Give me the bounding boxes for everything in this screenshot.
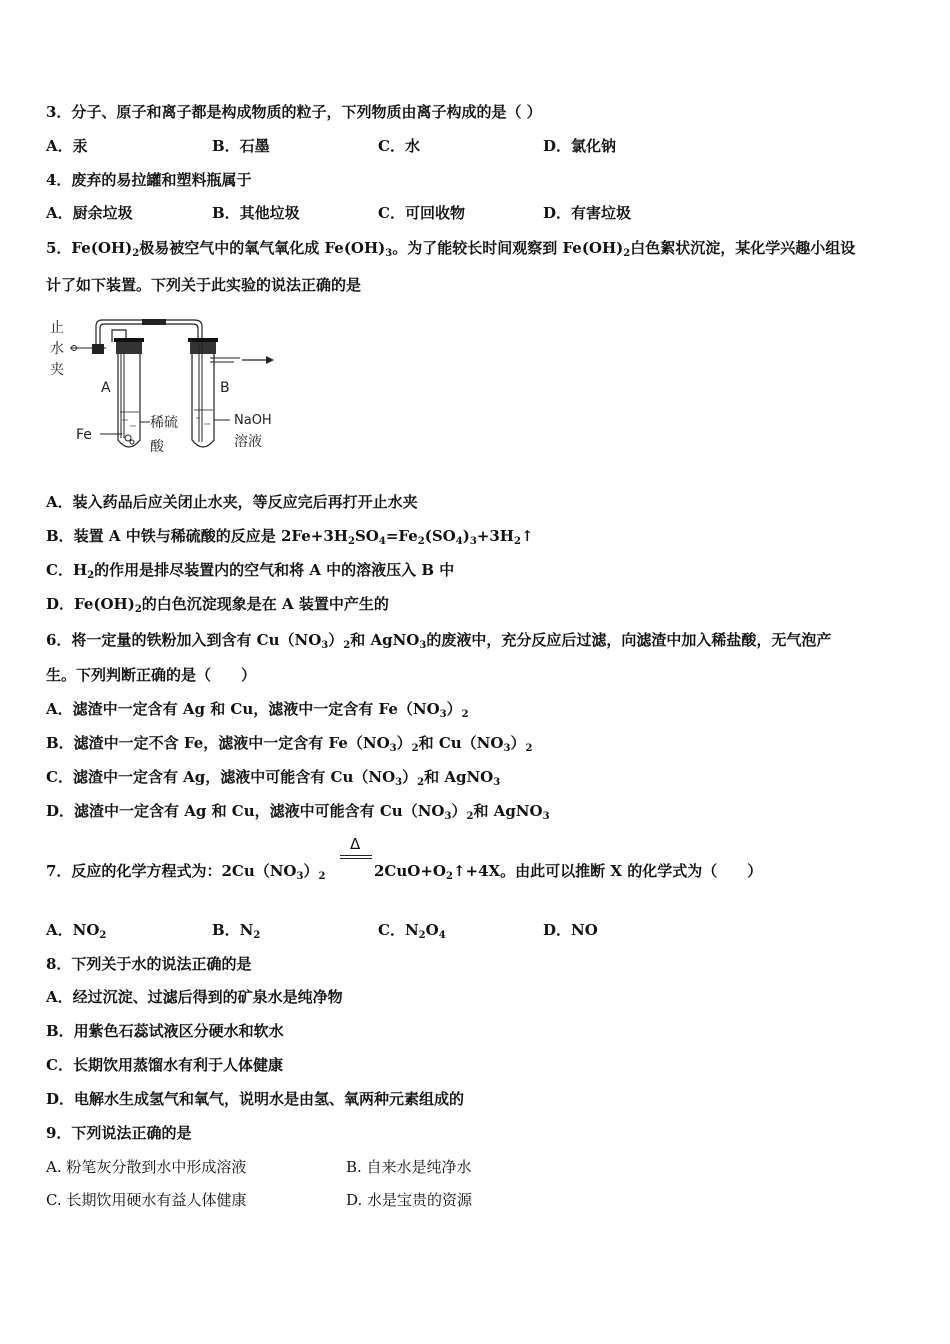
stop-clamp xyxy=(70,344,106,354)
outlet-arrow-icon xyxy=(242,356,274,364)
tube-b xyxy=(188,338,240,447)
clamp-label-3: 夹 xyxy=(50,362,64,378)
q9-option-a[interactable]: A. 粉笔灰分散到水中形成溶液 xyxy=(46,1158,247,1176)
q4-option-d[interactable]: D．有害垃圾 xyxy=(543,204,632,222)
q6-option-d[interactable]: D．滤渣中一定含有 Ag 和 Cu，滤液中可能含有 $Cu(NO_3)_2$和 AgNO$_3$ xyxy=(46,802,550,822)
q7-option-a[interactable]: A．$NO_2$ xyxy=(46,921,107,941)
acid-label-1: 稀硫 xyxy=(150,415,178,431)
q5-stem-line2: 计了如下装置。下列关于此实验的说法正确的是 xyxy=(46,276,362,294)
q5-option-b[interactable]: B．装置 A 中铁与稀硫酸的反应是 $2Fe+3H_2SO_4=Fe_2(SO_4)_3+3H_2↑$ xyxy=(46,527,534,547)
q6-option-c[interactable]: C．滤渣中一定含有 Ag，滤液中可能含有 $Cu(NO_3)_2$和 AgNO$_3$ xyxy=(46,768,501,788)
heat-delta-symbol: Δ xyxy=(350,835,361,853)
q9-option-d[interactable]: D. 水是宝贵的资源 xyxy=(346,1191,473,1209)
q5-option-c[interactable]: C．$H_2$的作用是排尽装置内的空气和将 A 中的溶液压入 B 中 xyxy=(46,561,455,581)
q9-option-c[interactable]: C. 长期饮用硬水有益人体健康 xyxy=(46,1191,247,1209)
q6-stem-line1: 6．将一定量的铁粉加入到含有 $Cu(NO_3)_2$和 AgNO$_3$的废液中，充分反应后过滤，向滤渣中加入稀盐酸，无气泡产 xyxy=(46,631,832,651)
q9-stem: 9．下列说法正确的是 xyxy=(46,1124,192,1142)
q5-option-a[interactable]: A．装入药品后应关闭止水夹，等反应完后再打开止水夹 xyxy=(46,493,418,511)
tube-a-label: A xyxy=(101,380,111,396)
q3-option-d[interactable]: D．氯化钠 xyxy=(543,137,617,155)
solution-label: 溶液 xyxy=(234,434,262,450)
q4-option-a[interactable]: A．厨余垃圾 xyxy=(46,204,133,222)
q3-option-a[interactable]: A．汞 xyxy=(46,137,88,155)
q5-stem-line1: 5．$Fe(OH)_2$极易被空气中的氧气氧化成 $Fe(OH)_3$。为了能较长时间观察到 $Fe(OH)_2$白色絮状沉淀，某化学兴趣小组设 xyxy=(46,239,856,259)
fe-label: Fe xyxy=(76,427,92,443)
q8-stem: 8．下列关于水的说法正确的是 xyxy=(46,955,252,973)
clamp-label-2: 水 xyxy=(50,341,64,357)
tube-b-label: B xyxy=(220,380,230,396)
q8-option-c[interactable]: C．长期饮用蒸馏水有利于人体健康 xyxy=(46,1056,283,1074)
q7-stem-right: $2CuO+O_2↑+4X$。由此可以推断 X 的化学式为（ ） xyxy=(374,862,763,882)
q5-option-d[interactable]: D．$Fe(OH)_2$的白色沉淀现象是在 A 装置中产生的 xyxy=(46,595,389,615)
q6-stem-line2: 生。下列判断正确的是（ ） xyxy=(46,666,257,684)
clamp-label-1: 止 xyxy=(50,320,64,336)
acid-label-2: 酸 xyxy=(150,439,164,455)
equals-bar-top xyxy=(340,855,372,856)
q8-option-d[interactable]: D．电解水生成氢气和氧气，说明水是由氢、氧两种元素组成的 xyxy=(46,1090,465,1108)
q3-stem: 3．分子、原子和离子都是构成物质的粒子，下列物质由离子构成的是（ ） xyxy=(46,103,542,121)
q8-option-b[interactable]: B．用紫色石蕊试液区分硬水和软水 xyxy=(46,1022,284,1040)
q6-option-a[interactable]: A．滤渣中一定含有 Ag 和 Cu，滤液中一定含有 $Fe(NO_3)_2$ xyxy=(46,700,469,720)
tube-connector xyxy=(142,319,166,325)
q4-stem: 4．废弃的易拉罐和塑料瓶属于 xyxy=(46,171,252,189)
naoh-label: NaOH xyxy=(234,413,272,428)
q6-option-b[interactable]: B．滤渣中一定不含 Fe，滤液中一定含有 $Fe(NO_3)_2$和 $Cu(NO_3)_2$ xyxy=(46,734,533,754)
q3-option-b[interactable]: B．石墨 xyxy=(212,137,270,155)
q4-option-b[interactable]: B．其他垃圾 xyxy=(212,204,300,222)
equals-bar-bottom xyxy=(340,858,372,859)
q4-option-c[interactable]: C．可回收物 xyxy=(378,204,465,222)
tube-a xyxy=(114,338,144,447)
apparatus-figure xyxy=(44,312,284,460)
q7-option-b[interactable]: B．$N_2$ xyxy=(212,921,261,941)
q9-option-b[interactable]: B. 自来水是纯净水 xyxy=(346,1158,472,1176)
reaction-condition xyxy=(338,835,374,865)
q7-option-d[interactable]: D．NO xyxy=(543,921,598,939)
q7-option-c[interactable]: C．$N_2O_4$ xyxy=(378,921,446,941)
q7-stem-left: 7．反应的化学方程式为：$2Cu(NO_3)_2$ xyxy=(46,862,326,882)
q8-option-a[interactable]: A．经过沉淀、过滤后得到的矿泉水是纯净物 xyxy=(46,988,343,1006)
q3-option-c[interactable]: C．水 xyxy=(378,137,420,155)
